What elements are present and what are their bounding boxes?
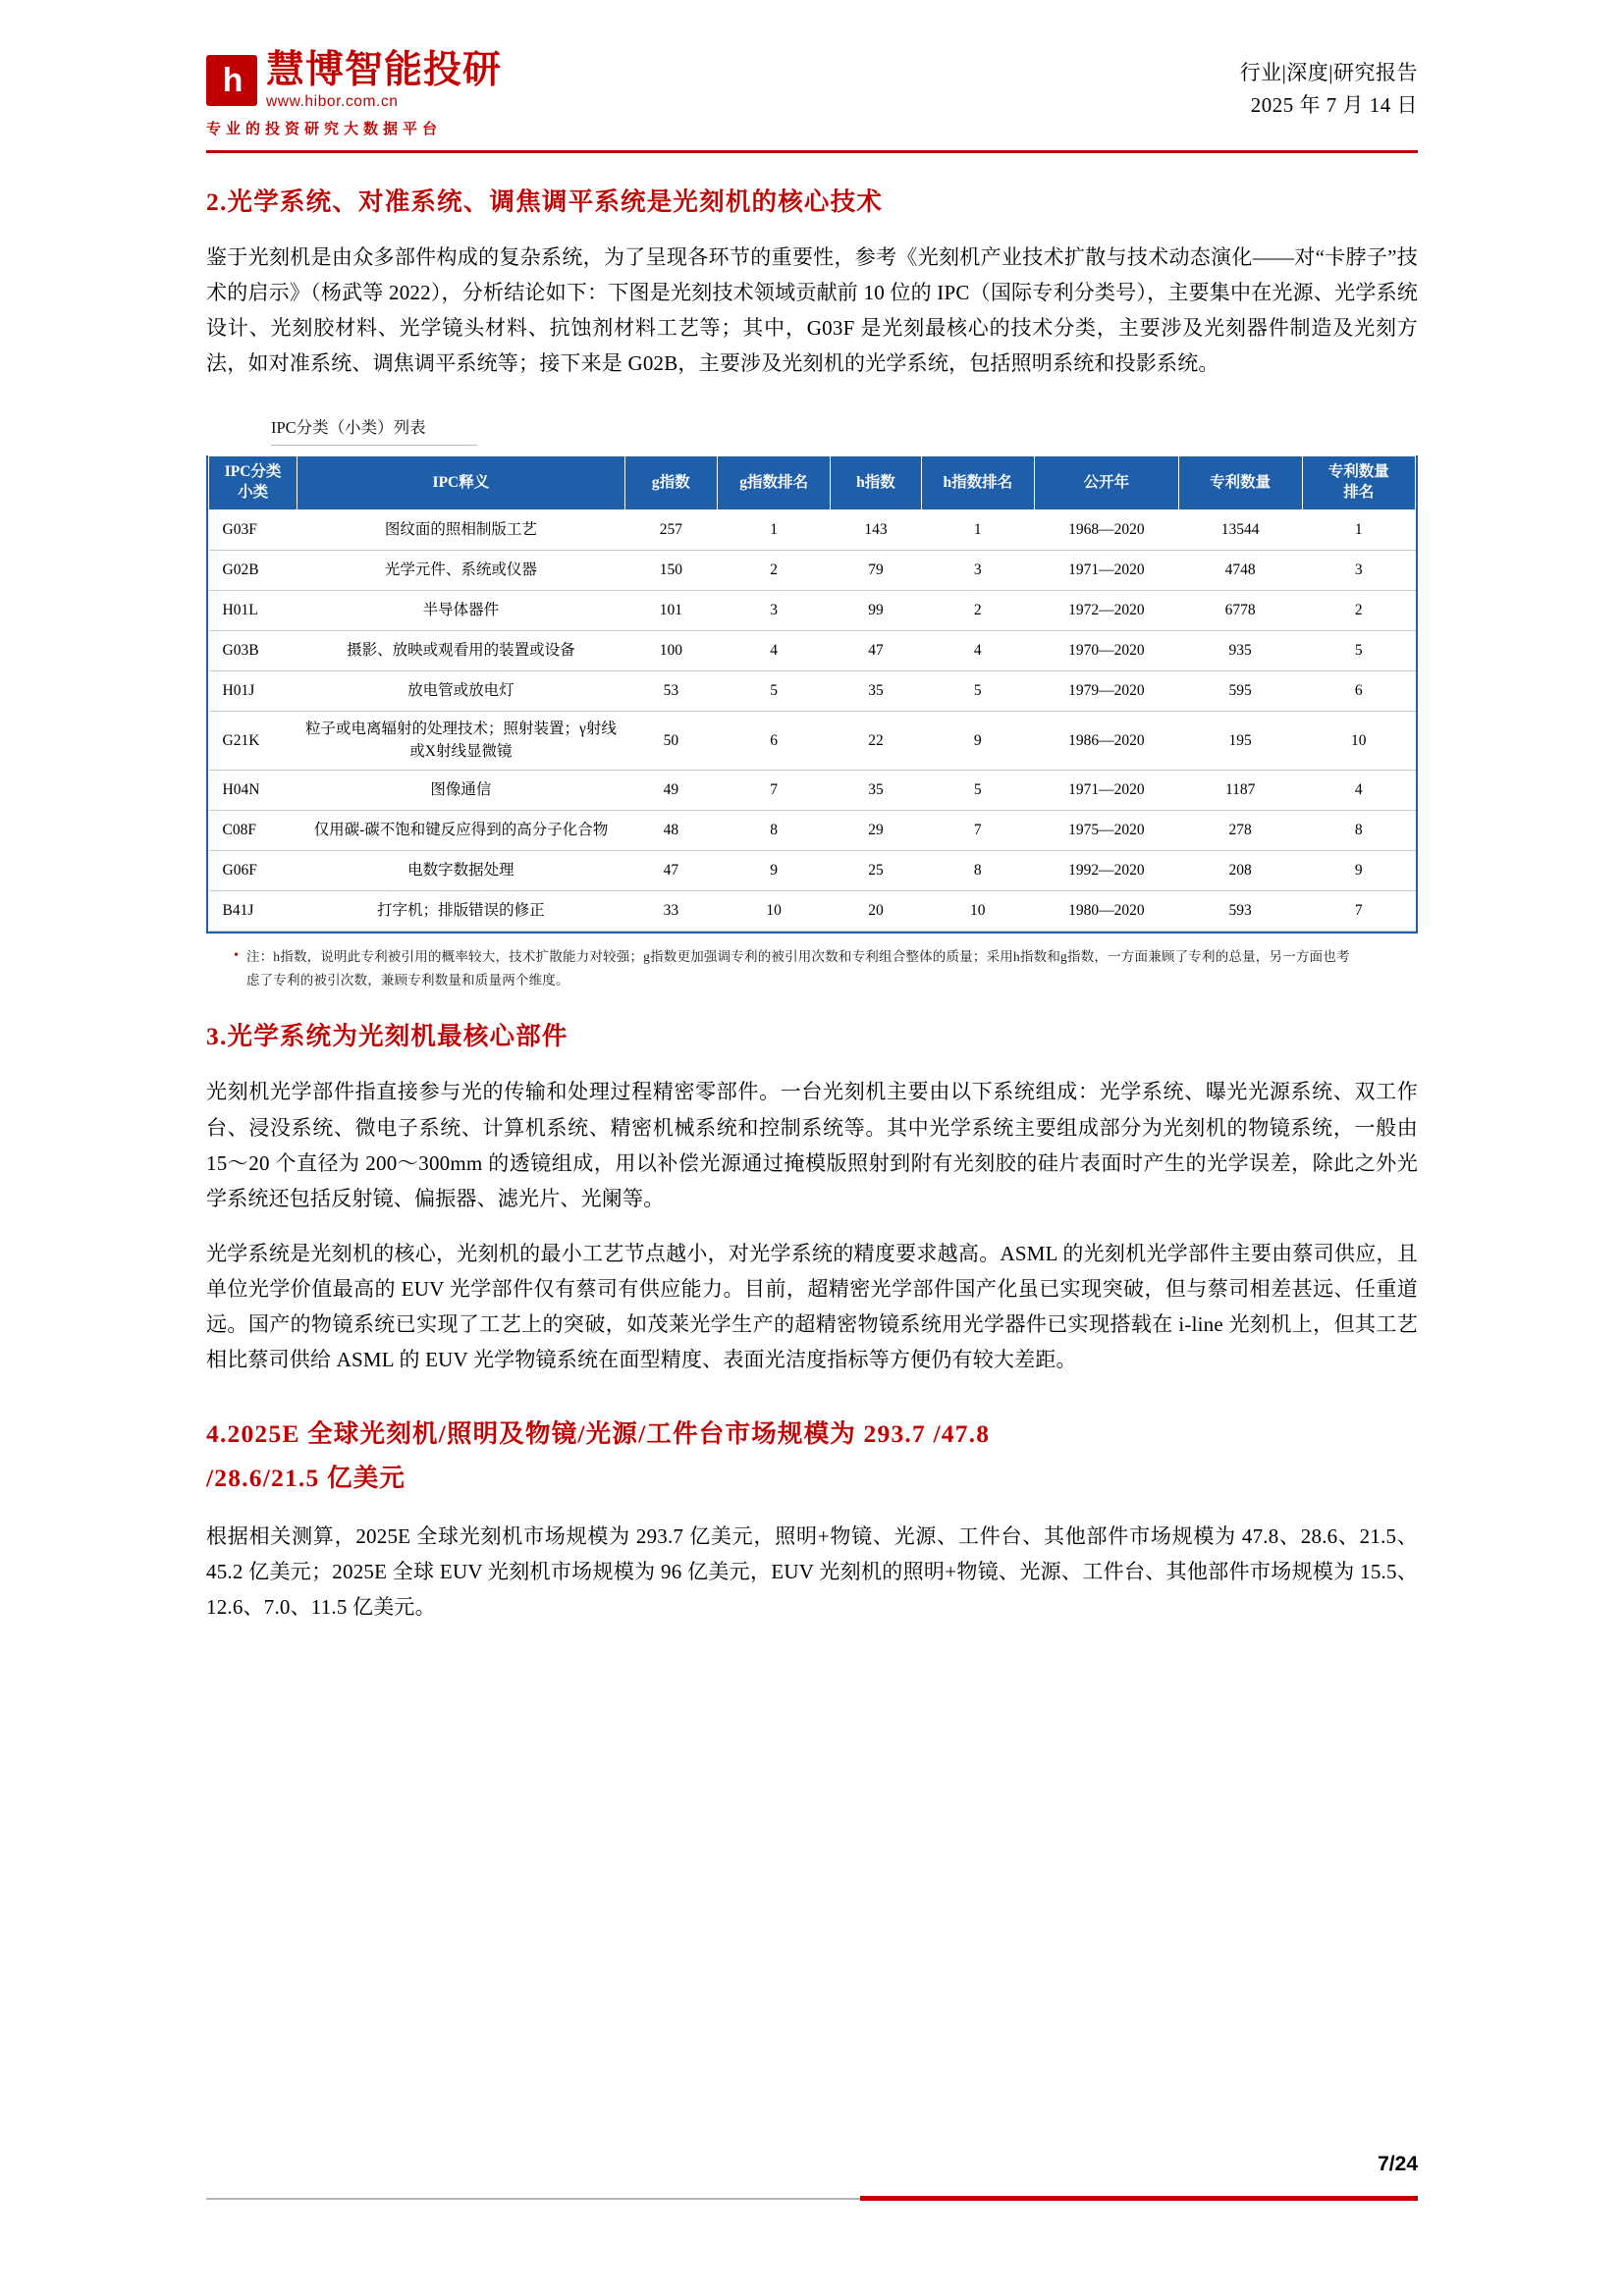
table-cell-c9: 8 bbox=[1302, 811, 1415, 851]
table-cell-c1: H04N bbox=[209, 771, 298, 811]
table-cell-c3: 53 bbox=[624, 671, 717, 712]
table-cell-c7: 1986—2020 bbox=[1034, 712, 1178, 771]
table-cell-c3: 49 bbox=[624, 771, 717, 811]
table-row bbox=[209, 551, 1416, 591]
table-cell-c8: 593 bbox=[1178, 891, 1302, 932]
table-cell-c1: B41J bbox=[209, 891, 298, 932]
table-cell-c2: 图纹面的照相制版工艺 bbox=[298, 510, 624, 551]
th-ipc-definition: IPC释义 bbox=[298, 456, 624, 510]
table-cell-c7: 1992—2020 bbox=[1034, 851, 1178, 891]
footer-rule-red bbox=[860, 2196, 1418, 2201]
table-cell-c7: 1968—2020 bbox=[1034, 510, 1178, 551]
th-patent-count-rank bbox=[1302, 456, 1415, 510]
table-row bbox=[209, 510, 1416, 551]
table-cell-c9: 9 bbox=[1302, 851, 1415, 891]
section-3-heading: 3.光学系统为光刻机最核心部件 bbox=[206, 1022, 568, 1051]
page-header bbox=[206, 0, 1418, 147]
table-cell-c6: 10 bbox=[921, 891, 1034, 932]
table-cell-c4: 6 bbox=[718, 712, 831, 771]
table-row bbox=[209, 811, 1416, 851]
table-cell-c9: 10 bbox=[1302, 712, 1415, 771]
table-cell-c8: 13544 bbox=[1178, 510, 1302, 551]
table-cell-c8: 1187 bbox=[1178, 771, 1302, 811]
th-patent-rank-line2: 排名 bbox=[1343, 484, 1375, 502]
brand-url: www.hibor.com.cn bbox=[266, 92, 399, 110]
ipc-table bbox=[208, 455, 1416, 932]
table-cell-c5: 25 bbox=[831, 851, 921, 891]
section-4-heading-line2: /28.6/21.5 亿美元 bbox=[206, 1463, 406, 1492]
table-row bbox=[209, 591, 1416, 631]
table-cell-c9: 3 bbox=[1302, 551, 1415, 591]
table-cell-c5: 20 bbox=[831, 891, 921, 932]
table-cell-c2: 光学元件、系统或仪器 bbox=[298, 551, 624, 591]
table-cell-c7: 1971—2020 bbox=[1034, 551, 1178, 591]
table-cell-c5: 22 bbox=[831, 712, 921, 771]
table-cell-c8: 595 bbox=[1178, 671, 1302, 712]
th-patent-count: 专利数量 bbox=[1178, 456, 1302, 510]
page-number: 7/24 bbox=[1378, 2153, 1418, 2175]
table-cell-c2: 摄影、放映或观看用的装置或设备 bbox=[298, 631, 624, 671]
table-cell-c1: C08F bbox=[209, 811, 298, 851]
table-cell-c1: G02B bbox=[209, 551, 298, 591]
th-publication-year: 公开年 bbox=[1034, 456, 1178, 510]
table-cell-c4: 4 bbox=[718, 631, 831, 671]
table-cell-c3: 48 bbox=[624, 811, 717, 851]
table-cell-c7: 1971—2020 bbox=[1034, 771, 1178, 811]
th-g-index-rank: g指数排名 bbox=[718, 456, 831, 510]
table-cell-c6: 4 bbox=[921, 631, 1034, 671]
th-ipc-class-line1: IPC分类 bbox=[224, 463, 282, 481]
table-row bbox=[209, 851, 1416, 891]
table-cell-c6: 1 bbox=[921, 510, 1034, 551]
table-cell-c5: 143 bbox=[831, 510, 921, 551]
table-cell-c8: 4748 bbox=[1178, 551, 1302, 591]
table-caption: IPC分类（小类）列表 bbox=[271, 414, 477, 446]
page-content bbox=[206, 147, 1418, 1625]
table-cell-c5: 29 bbox=[831, 811, 921, 851]
table-cell-c2: 粒子或电离辐射的处理技术；照射装置；γ射线或X射线显微镜 bbox=[298, 712, 624, 771]
table-cell-c9: 4 bbox=[1302, 771, 1415, 811]
table-cell-c9: 7 bbox=[1302, 891, 1415, 932]
table-cell-c2: 图像通信 bbox=[298, 771, 624, 811]
table-cell-c8: 278 bbox=[1178, 811, 1302, 851]
note-text: 注：h指数，说明此专利被引用的概率较大，技术扩散能力对较强；g指数更加强调专利的被引用次数和专利组合整体的质量；采用h指数和g指数，一方面兼顾了专利的总量，另一方面也考虑了专利的被引次数，兼顾专利数量和质量两个维度。 bbox=[245, 949, 1350, 988]
table-cell-c1: G03F bbox=[209, 510, 298, 551]
table-row bbox=[209, 712, 1416, 771]
section-2-heading: 2.光学系统、对准系统、调焦调平系统是光刻机的核心技术 bbox=[206, 187, 884, 216]
table-cell-c1: G06F bbox=[209, 851, 298, 891]
brand-logo-icon: h bbox=[206, 55, 257, 106]
table-row bbox=[209, 631, 1416, 671]
table-cell-c3: 257 bbox=[624, 510, 717, 551]
table-cell-c8: 208 bbox=[1178, 851, 1302, 891]
section-3-paragraph-1: 光刻机光学部件指直接参与光的传输和处理过程精密零部件。一台光刻机主要由以下系统组成：光学系统、曝光光源系统、双工作台、浸没系统、微电子系统、计算机系统、精密机械系统和控制系统等。其中光学系统主要组成部分为光刻机的物镜系统，一般由 15～20 个直径为 200～300mm 的透镜组成，用以补偿光源通过掩模版照射到附有光刻胶的硅片表面时产生的光学误差，除此之外光学系统还包括反射镜、偏振器、滤光片、光阑等。 bbox=[206, 1080, 1418, 1210]
table-cell-c3: 50 bbox=[624, 712, 717, 771]
table-cell-c2: 半导体器件 bbox=[298, 591, 624, 631]
report-date: 2025 年 7 月 14 日 bbox=[1250, 92, 1418, 117]
table-cell-c4: 9 bbox=[718, 851, 831, 891]
table-cell-c6: 3 bbox=[921, 551, 1034, 591]
table-cell-c5: 35 bbox=[831, 671, 921, 712]
th-h-index: h指数 bbox=[831, 456, 921, 510]
ipc-table-wrapper bbox=[206, 455, 1418, 934]
table-cell-c2: 仅用碳-碳不饱和键反应得到的高分子化合物 bbox=[298, 811, 624, 851]
table-cell-c6: 9 bbox=[921, 712, 1034, 771]
table-cell-c4: 1 bbox=[718, 510, 831, 551]
note-bullet-icon: • bbox=[234, 948, 239, 964]
table-note bbox=[234, 945, 1418, 991]
table-cell-c5: 79 bbox=[831, 551, 921, 591]
th-h-index-rank: h指数排名 bbox=[921, 456, 1034, 510]
footer-divider bbox=[206, 2196, 1418, 2202]
table-cell-c7: 1972—2020 bbox=[1034, 591, 1178, 631]
table-cell-c5: 99 bbox=[831, 591, 921, 631]
table-cell-c8: 6778 bbox=[1178, 591, 1302, 631]
table-cell-c6: 5 bbox=[921, 671, 1034, 712]
table-row bbox=[209, 771, 1416, 811]
header-divider bbox=[206, 150, 1418, 153]
section-4-paragraph: 根据相关测算，2025E 全球光刻机市场规模为 293.7 亿美元，照明+物镜、光源、工件台、其他部件市场规模为 47.8、28.6、21.5、45.2 亿美元；2025E 全球 EUV 光刻机市场规模为 96 亿美元，EUV 光刻机的照明+物镜、光源、工件台、其他部件市场规模为 15.5、12.6、7.0、11.5 亿美元。 bbox=[206, 1523, 1418, 1619]
table-cell-c4: 2 bbox=[718, 551, 831, 591]
logo-block bbox=[206, 51, 502, 138]
table-cell-c6: 2 bbox=[921, 591, 1034, 631]
ipc-table-body bbox=[209, 510, 1416, 932]
table-cell-c6: 5 bbox=[921, 771, 1034, 811]
th-g-index: g指数 bbox=[624, 456, 717, 510]
table-cell-c1: G21K bbox=[209, 712, 298, 771]
table-cell-c3: 33 bbox=[624, 891, 717, 932]
table-cell-c3: 47 bbox=[624, 851, 717, 891]
table-cell-c4: 10 bbox=[718, 891, 831, 932]
table-row bbox=[209, 891, 1416, 932]
table-cell-c5: 35 bbox=[831, 771, 921, 811]
table-cell-c9: 5 bbox=[1302, 631, 1415, 671]
table-header-row bbox=[209, 456, 1416, 510]
section-2-paragraph: 鉴于光刻机是由众多部件构成的复杂系统，为了呈现各环节的重要性，参考《光刻机产业技术扩散与技术动态演化——对“卡脖子”技术的启示》（杨武等 2022），分析结论如下：下图是光刻技术领域贡献前 10 位的 IPC（国际专利分类号），主要集中在光源、光学系统设计、光刻胶材料、光学镜头材料、抗蚀剂材料工艺等；其中，G03F 是光刻最核心的技术分类，主要涉及光刻器件制造及光刻方法，如对准系统、调焦调平系统等；接下来是 G02B，主要涉及光刻机的光学系统，包括照明系统和投影系统。 bbox=[206, 245, 1418, 376]
table-cell-c2: 电数字数据处理 bbox=[298, 851, 624, 891]
header-meta bbox=[1240, 51, 1418, 121]
table-cell-c7: 1970—2020 bbox=[1034, 631, 1178, 671]
table-cell-c1: H01J bbox=[209, 671, 298, 712]
brand-title: 慧博智能投研 bbox=[266, 49, 503, 91]
table-cell-c3: 100 bbox=[624, 631, 717, 671]
table-cell-c7: 1975—2020 bbox=[1034, 811, 1178, 851]
table-row bbox=[209, 671, 1416, 712]
table-cell-c6: 7 bbox=[921, 811, 1034, 851]
table-cell-c9: 1 bbox=[1302, 510, 1415, 551]
table-cell-c9: 6 bbox=[1302, 671, 1415, 712]
table-cell-c1: G03B bbox=[209, 631, 298, 671]
table-cell-c8: 195 bbox=[1178, 712, 1302, 771]
table-cell-c3: 101 bbox=[624, 591, 717, 631]
brand-slogan: 专业的投资研究大数据平台 bbox=[206, 121, 443, 137]
table-cell-c9: 2 bbox=[1302, 591, 1415, 631]
section-4-heading-line1: 4.2025E 全球光刻机/照明及物镜/光源/工件台市场规模为 293.7 /47.8 bbox=[206, 1419, 991, 1449]
table-cell-c4: 8 bbox=[718, 811, 831, 851]
table-cell-c5: 47 bbox=[831, 631, 921, 671]
table-cell-c6: 8 bbox=[921, 851, 1034, 891]
section-4-heading bbox=[206, 1413, 1418, 1500]
report-type: 行业|深度|研究报告 bbox=[1239, 61, 1418, 84]
th-ipc-class bbox=[209, 456, 298, 510]
table-cell-c3: 150 bbox=[624, 551, 717, 591]
section-3-paragraph-2: 光学系统是光刻机的核心，光刻机的最小工艺节点越小，对光学系统的精度要求越高。ASML 的光刻机光学部件主要由蔡司供应，且单位光学价值最高的 EUV 光学部件仅有蔡司有供应能力。目前，超精密光学部件国产化虽已实现突破，但与蔡司相差甚远、任重道远。国产的物镜系统已实现了工艺上的突破，如茂莱光学生产的超精密物镜系统用光学器件已实现搭载在 i-line 光刻机上，但其工艺相比蔡司供给 ASML 的 EUV 光学物镜系统在面型精度、表面光洁度指标等方便仍有较大差距。 bbox=[206, 1241, 1418, 1372]
table-cell-c4: 5 bbox=[718, 671, 831, 712]
table-cell-c1: H01L bbox=[209, 591, 298, 631]
table-cell-c8: 935 bbox=[1178, 631, 1302, 671]
table-cell-c7: 1979—2020 bbox=[1034, 671, 1178, 712]
table-cell-c4: 7 bbox=[718, 771, 831, 811]
table-cell-c7: 1980—2020 bbox=[1034, 891, 1178, 932]
th-ipc-class-line2: 小类 bbox=[238, 484, 269, 502]
table-cell-c4: 3 bbox=[718, 591, 831, 631]
table-cell-c2: 放电管或放电灯 bbox=[298, 671, 624, 712]
th-patent-rank-line1: 专利数量 bbox=[1327, 463, 1389, 481]
table-cell-c2: 打字机；排版错误的修正 bbox=[298, 891, 624, 932]
